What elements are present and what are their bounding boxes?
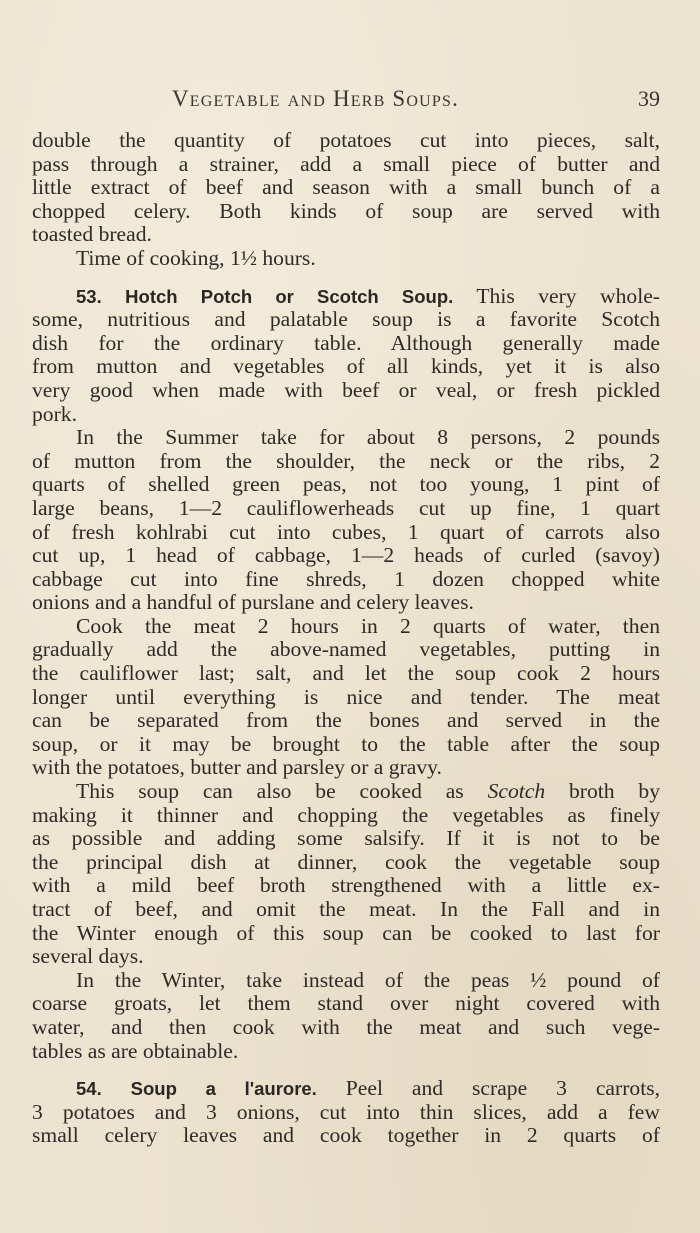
text-fragment: This soup can also be cooked as [76, 780, 464, 804]
text-line: the Winter enough of this soup can be cooked to last for [32, 921, 660, 945]
running-title: Vegetable and Herb Soups. [172, 86, 460, 111]
text-line: pass through a strainer, add a small piece of butter and [32, 152, 660, 176]
text-line: gradually add the above-named vegetables, putting in [32, 638, 660, 662]
text-line: the principal dish at dinner, cook the vegetable soup [32, 850, 660, 874]
text-line: some, nutritious and palatable soup is a favorite Scotch [32, 308, 660, 332]
page-number: 39 [638, 86, 660, 111]
recipe-title: Soup a l'aurore. [130, 1078, 317, 1100]
text-line: cut up, 1 head of cabbage, 1—2 heads of curled (savoy) [32, 544, 660, 568]
text-line: cabbage cut into fine shreds, 1 dozen chopped white [32, 567, 660, 591]
recipe-53-heading-line [32, 285, 660, 309]
text-line: of fresh kohlrabi cut into cubes, 1 quart of carrots also [32, 520, 660, 544]
text-line: tract of beef, and omit the meat. In the Fall and in [32, 898, 660, 921]
body-text [32, 129, 660, 1148]
text-line: 3 potatoes and 3 onions, cut into thin slices, add a few [32, 1100, 660, 1124]
text-line: longer until everything is nice and tender. The meat [32, 685, 660, 709]
text-line: of mutton from the shoulder, the neck or the ribs, 2 [32, 449, 660, 473]
text-line: large beans, 1—2 cauliflowerheads cut up fine, 1 quart [32, 496, 660, 520]
text-line-with-italic [32, 780, 660, 804]
text-line: little extract of beef and season with a small bunch of a [32, 176, 660, 200]
text-line: with a mild beef broth strengthened with a little ex- [32, 874, 660, 898]
text-line: Cook the meat 2 hours in 2 quarts of water, then [76, 614, 660, 638]
paragraph-gap [32, 1063, 660, 1077]
text-fragment: Peel and scrape 3 carrots, [345, 1077, 660, 1101]
text-line: onions and a handful of purslane and celery leaves. [32, 591, 474, 615]
text-line: In the Winter, take instead of the peas ½ pound of [76, 968, 660, 992]
text-line: chopped celery. Both kinds of soup are served with [32, 199, 660, 223]
text-line: water, and then cook with the meat and such vege- [32, 1015, 660, 1039]
text-line: double the quantity of potatoes cut into pieces, salt, [32, 129, 660, 152]
text-line: quarts of shelled green peas, not too young, 1 pint of [32, 473, 660, 497]
page-header [32, 86, 660, 116]
text-line: making it thinner and chopping the vegetables as finely [32, 803, 660, 827]
text-line: the cauliflower last; salt, and let the soup cook 2 hours [32, 662, 660, 686]
italic-term: Scotch [487, 780, 546, 804]
recipe-number: 54. [76, 1078, 102, 1100]
text-line: In the Summer take for about 8 persons, 2 pounds [76, 426, 660, 450]
paragraph-gap [32, 271, 660, 285]
text-line: as possible and adding some salsify. If it is not to be [32, 827, 660, 851]
text-line: with the potatoes, butter and parsley or a gravy. [32, 756, 442, 780]
text-fragment: broth by [568, 780, 660, 804]
text-line: coarse groats, let them stand over night covered with [32, 992, 660, 1016]
text-line: toasted bread. [32, 223, 152, 247]
text-line: small celery leaves and cook together in 2 quarts of [32, 1124, 660, 1148]
text-line: tables as are obtainable. [32, 1039, 239, 1063]
text-line: several days. [32, 945, 144, 969]
text-line: very good when made with beef or veal, or fresh pickled [32, 378, 660, 402]
text-line: soup, or it may be brought to the table after the soup [32, 732, 660, 756]
text-line: dish for the ordinary table. Although generally made [32, 331, 660, 355]
recipe-54-heading-line [32, 1077, 660, 1101]
text-line: pork. [32, 402, 77, 426]
text-line: can be separated from the bones and served in the [32, 709, 660, 733]
text-line: Time of cooking, 1½ hours. [76, 246, 316, 270]
text-fragment: This very whole- [476, 284, 660, 308]
recipe-number: 53. [76, 285, 102, 307]
text-line: from mutton and vegetables of all kinds, yet it is also [32, 355, 660, 379]
recipe-title: Hotch Potch or Scotch Soup. [125, 285, 454, 307]
